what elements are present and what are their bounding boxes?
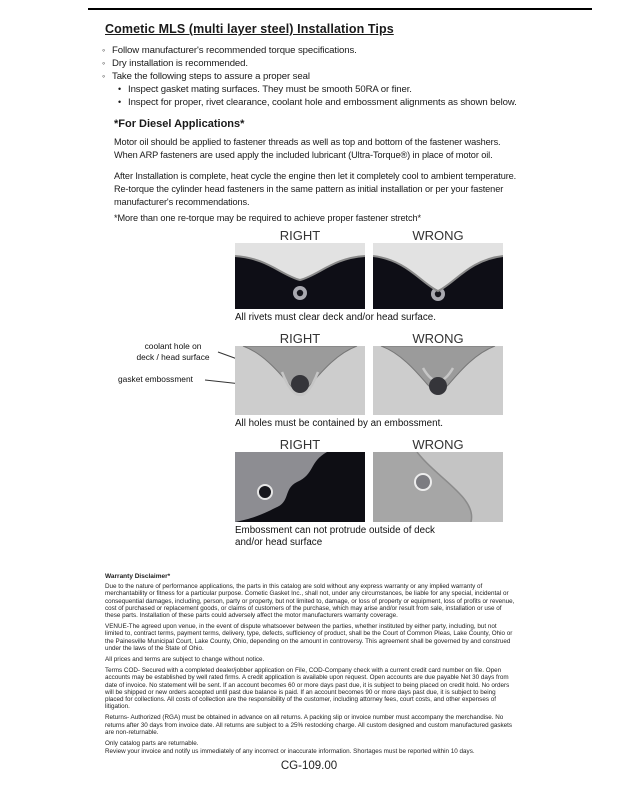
bullet-item	[100, 44, 540, 57]
coolant-hole-right-image	[235, 346, 365, 415]
warranty-paragraph: Returns- Authorized (RGA) must be obtained in advance on all returns. A packing slip or invoice number must accompany the merchandise. No returns after 30 days from invoice date. All returns are subject to a 25% restocking charge. All custom designed and custom manufactured gaskets are non-returnable.	[105, 714, 513, 736]
sub-bullet-item	[116, 96, 540, 109]
bullet-text: Inspect gasket mating surfaces. They must be smooth 50RA or finer.	[128, 84, 412, 95]
diagram-row-rivets	[235, 228, 503, 324]
diagram-row-embossment	[235, 437, 503, 549]
gasket-embossment-label: gasket embossment	[118, 374, 193, 384]
right-column-label: RIGHT	[279, 331, 321, 346]
rivet-clearance-wrong-image	[373, 243, 503, 309]
coolant-hole-label-line2: deck / head surface	[136, 352, 210, 362]
tips-list	[100, 44, 540, 109]
dot-bullet-icon	[116, 83, 123, 96]
bullet-text: Inspect for proper, rivet clearance, coolant hole and embossment alignments as shown below.	[128, 97, 517, 108]
warranty-paragraph: Review your invoice and notify us immediately of any incorrect or inaccurate information. Shortages must be reported within 10 days.	[105, 748, 475, 756]
bullet-text: Take the following steps to assure a proper seal	[112, 71, 310, 82]
wrong-column-label: WRONG	[412, 437, 464, 452]
circle-bullet-icon	[100, 57, 107, 70]
wrong-column-label: WRONG	[412, 331, 464, 346]
page-title: Cometic MLS (multi layer steel) Installation Tips	[105, 22, 394, 36]
warranty-paragraph: Terms COD- Secured with a completed dealer/jobber application on File, COD-Company check with a current credit card number on file. Open accounts may be established by well rated firms. A credit application is available upon request. Open accounts are due payable Net 30 days from date of invoice. No statement will be sent. If an account becomes 60 or more days past due, it is subject to being placed on credit hold. No orders will be shipped or new orders accepted until past due balance is paid. If an account becomes 90 or more days past due, it is subject to being placed for collections. All costs of collection are the responsibility of the customer, including attorney fees, court costs, and other expenses of litigation.	[105, 667, 510, 711]
right-column-label: RIGHT	[279, 228, 321, 243]
coolant-hole-caption: All holes must be contained by an embossment.	[235, 418, 444, 429]
warranty-paragraph: All prices and terms are subject to change without notice.	[105, 656, 265, 664]
diesel-applications-heading: *For Diesel Applications*	[114, 118, 245, 130]
right-column-label: RIGHT	[279, 437, 321, 452]
diesel-paragraph-2: After Installation is complete, heat cycle the engine then let it completely cool to ambient temperature. Re-torque the cylinder head fasteners in the same pattern as initial installation or per your fastener manufacturer's recommendations.	[114, 171, 517, 207]
bullet-item	[100, 70, 540, 83]
circle-bullet-icon	[100, 44, 107, 57]
embossment-caption-line1: Embossment can not protrude outside of deck	[235, 525, 435, 536]
page-code: CG-109.00	[280, 760, 338, 772]
coolant-hole-label-line1: coolant hole on	[144, 341, 202, 351]
diagram-section	[235, 228, 503, 556]
warranty-paragraph: VENUE-The agreed upon venue, in the event of dispute whatsoever between the parties, whether instituted by either party, including, but not limited to, contract terms, payment terms, delivery, type, defects, sufficiency of product, shall be the Court of Common Pleas, Lake County, Ohio or the Painesville Municipal Court, Lake County, Ohio, depending on the amount in controversy. This agreement shall be governed by and construed under the laws of the State of Ohio.	[105, 623, 513, 652]
embossment-caption	[235, 525, 503, 549]
warranty-disclaimer	[105, 573, 515, 759]
dot-bullet-icon	[116, 96, 123, 109]
diagram-row-coolant-holes	[235, 331, 503, 430]
embossment-right-image	[235, 452, 365, 522]
bullet-text: Dry installation is recommended.	[112, 58, 248, 69]
bullet-text: Follow manufacturer's recommended torque specifications.	[112, 45, 357, 56]
circle-bullet-icon	[100, 70, 107, 83]
warranty-paragraph: Due to the nature of performance applications, the parts in this catalog are sold without any express warranty or any implied warranty of merchantability or fitness for a particular purpose. Cometic Gasket Inc., shall not, under any circumstances, be liable for any special, incidental or consequential damages, including, person, party or property, but not limited to, damage, or loss of property or equipment, loss of profits or revenue, cost of purchased or replacement goods, or claims of customers of the purchase, which may arise and/or result from sale, installation or use of these parts. Installation of these parts could adversely affect the motor manufacturers warranty coverage.	[105, 583, 515, 620]
rivet-clearance-right-image	[235, 243, 365, 309]
wrong-column-label: WRONG	[412, 228, 464, 243]
coolant-hole-wrong-image	[373, 346, 503, 415]
rivet-caption: All rivets must clear deck and/or head surface.	[235, 312, 436, 323]
embossment-caption-line2: and/or head surface	[235, 537, 323, 548]
warranty-heading: Warranty Disclaimer*	[105, 573, 171, 580]
sub-bullet-item	[116, 83, 540, 96]
retorque-note: *More than one re-torque may be required to achieve proper fastener stretch*	[114, 213, 421, 223]
diesel-paragraph-1: Motor oil should be applied to fastener threads as well as top and bottom of the fastener washers. When ARP fasteners are used apply the included lubricant (Ultra-Torque®) in place of motor oil.	[114, 137, 501, 160]
embossment-wrong-image	[373, 452, 503, 522]
page-top-rule	[88, 8, 592, 10]
bullet-item	[100, 57, 540, 70]
warranty-paragraph: Only catalog parts are returnable.	[105, 740, 199, 748]
